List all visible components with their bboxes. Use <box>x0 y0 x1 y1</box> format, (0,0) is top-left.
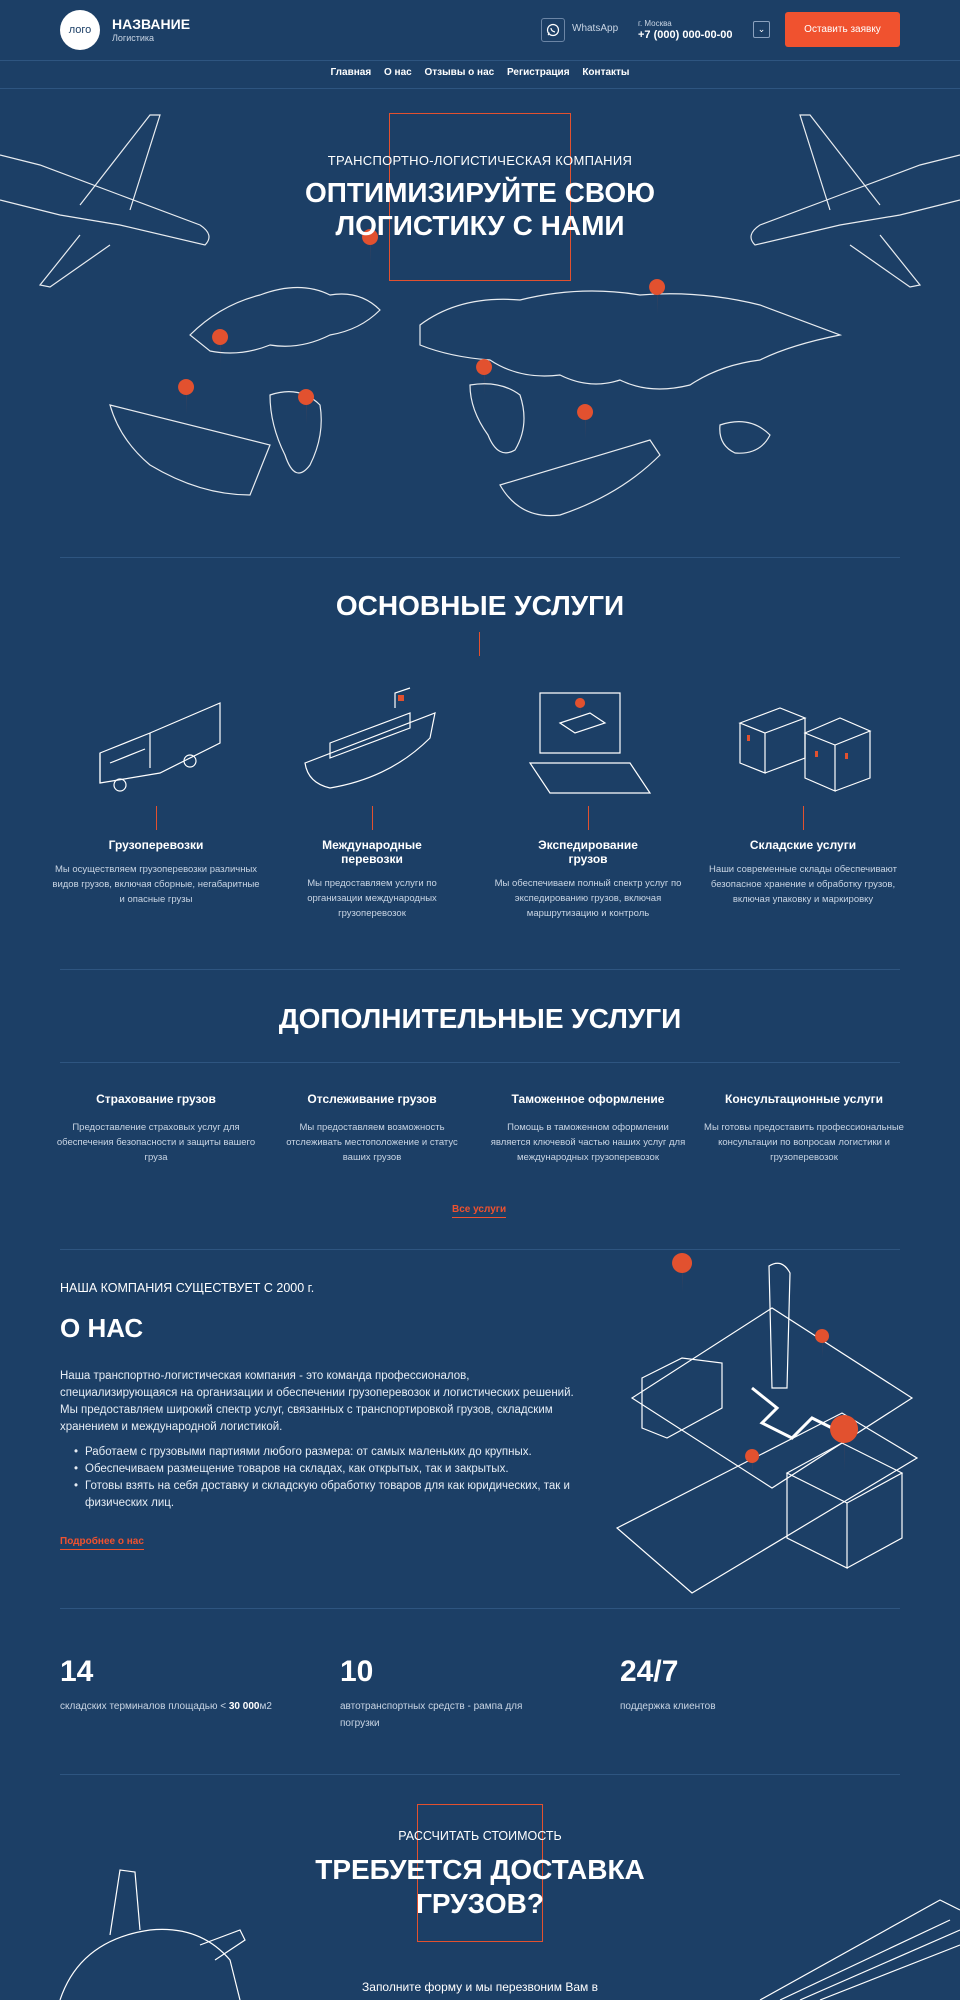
accent-line <box>372 806 373 830</box>
service-description: Наши современные склады обеспечивают безопасное хранение и обработку грузов, включая упаковку и маркировку <box>709 864 897 905</box>
cta-title: ТРЕБУЕТСЯ ДОСТАВКА ГРУЗОВ? <box>315 1854 645 1919</box>
additional-service-card[interactable] <box>488 1092 688 1165</box>
accent-line <box>588 806 589 830</box>
nav-item-reviews[interactable]: Отзывы о нас <box>424 67 495 78</box>
whatsapp-icon[interactable] <box>541 18 565 42</box>
cta-kicker: РАССЧИТАТЬ СТОИМОСТЬ <box>398 1829 562 1843</box>
about-title: О НАС <box>60 1313 144 1343</box>
whatsapp-link[interactable]: WhatsApp <box>572 23 619 34</box>
additional-services-title: ДОПОЛНИТЕЛЬНЫЕ УСЛУГИ <box>278 1003 682 1034</box>
ship-illustration <box>300 683 440 803</box>
service-card[interactable] <box>698 838 908 907</box>
divider <box>60 1062 900 1063</box>
service-description: Мы готовы предоставить профессиональные консультации по вопросам логистики и грузоперевозок <box>704 1122 904 1163</box>
chevron-down-icon[interactable]: ⌄ <box>753 21 770 38</box>
delivery-illustration <box>612 1248 922 1608</box>
nav-item-contacts[interactable]: Контакты <box>582 67 630 78</box>
divider <box>60 557 900 558</box>
header <box>0 0 960 60</box>
city-label: г. Москва <box>638 19 672 28</box>
accent-line <box>156 806 157 830</box>
service-description: Мы предоставляем услуги по организации международных грузоперевозок <box>307 878 437 919</box>
service-description: Предоставление страховых услуг для обеспечения безопасности и защиты вашего груза <box>56 1122 256 1163</box>
service-card[interactable] <box>267 838 477 921</box>
phone-number[interactable]: +7 (000) 000-00-00 <box>638 29 733 41</box>
service-title: Грузоперевозки <box>108 838 204 852</box>
service-title: Складские услуги <box>749 838 857 852</box>
truck-illustration <box>90 683 230 803</box>
service-card[interactable] <box>483 838 693 921</box>
list-item: • Работаем с грузовыми партиями любого размера: от самых маленьких до крупных. <box>60 1444 580 1461</box>
brand-name: НАЗВАНИЕ <box>112 16 191 32</box>
service-title: Экспедирование грузов <box>538 838 638 866</box>
service-description: Помощь в таможенном оформлении является ключевой частью наших услуг для международных грузоперевозок <box>490 1122 686 1163</box>
nav-item-registration[interactable]: Регистрация <box>506 67 570 78</box>
services-title: ОСНОВНЫЕ УСЛУГИ <box>335 590 625 621</box>
nav-item-about[interactable]: О нас <box>383 67 412 78</box>
additional-service-card[interactable] <box>56 1092 256 1165</box>
about-kicker: НАША КОМПАНИЯ СУЩЕСТВУЕТ С 2000 г. <box>60 1281 315 1295</box>
service-description: Мы обеспечиваем полный спектр услуг по экспедированию грузов, включая маршрутизацию и контроль <box>494 878 682 919</box>
service-title: Международные перевозки <box>322 838 422 866</box>
logo[interactable]: лого <box>60 10 100 50</box>
main-nav <box>0 67 960 78</box>
service-description: Мы предоставляем возможность отслеживать местоположение и статус ваших грузов <box>286 1122 458 1163</box>
cta-subtitle: Заполните форму и мы перезвоним Вам в <box>362 1980 598 1994</box>
service-title: Таможенное оформление <box>511 1092 665 1106</box>
stat-description: поддержка клиентов <box>620 1701 716 1712</box>
divider <box>0 88 960 89</box>
stat-value: 24/7 <box>620 1655 679 1688</box>
warehouse-illustration <box>735 683 875 803</box>
stat-description: складских терминалов площадью < 30 000м2 <box>60 1701 272 1712</box>
nav-item-home[interactable]: Главная <box>330 67 372 78</box>
stat-description: автотранспортных средств - рампа для погрузки <box>340 1701 523 1729</box>
divider <box>0 60 960 61</box>
additional-service-card[interactable] <box>704 1092 904 1165</box>
divider <box>60 969 900 970</box>
service-title: Страхование грузов <box>96 1092 216 1106</box>
service-card[interactable] <box>51 838 261 907</box>
stat-value: 10 <box>340 1655 374 1688</box>
stat-value: 14 <box>60 1655 94 1688</box>
divider <box>60 1608 900 1609</box>
all-services-link[interactable]: Все услуги <box>452 1204 506 1218</box>
about-list <box>60 1444 580 1512</box>
brand-subtitle: Логистика <box>112 33 155 43</box>
list-item: • Обеспечиваем размещение товаров на складах, как открытых, так и закрытых. <box>60 1461 580 1478</box>
laptop-illustration <box>520 683 660 803</box>
about-text: Наша транспортно-логистическая компания - это команда профессионалов, специализирующаяся на организации и обеспечении грузоперевозок и логистических решений. Мы предоставляем широкий спектр услуг, связанных с транспортировкой грузов, складским хранением и международной логистикой. <box>60 1370 574 1433</box>
hero-title: ОПТИМИЗИРУЙТЕ СВОЮ ЛОГИСТИКУ С НАМИ <box>304 177 656 241</box>
hero-subtitle: ТРАНСПОРТНО-ЛОГИСТИЧЕСКАЯ КОМПАНИЯ <box>327 153 633 168</box>
service-title: Отслеживание грузов <box>307 1092 437 1106</box>
leave-request-button[interactable]: Оставить заявку <box>785 12 900 47</box>
divider <box>60 1774 900 1775</box>
accent-line <box>803 806 804 830</box>
list-item: • Готовы взять на себя доставку и складскую обработку товаров для как юридических, так и физических лиц. <box>60 1478 580 1512</box>
accent-line <box>479 632 480 656</box>
service-description: Мы осуществляем грузоперевозки различных видов грузов, включая сборные, негабаритные и опасные грузы <box>52 864 260 905</box>
additional-service-card[interactable] <box>272 1092 472 1165</box>
about-more-link[interactable]: Подробнее о нас <box>60 1536 144 1550</box>
service-title: Консультационные услуги <box>725 1092 883 1106</box>
